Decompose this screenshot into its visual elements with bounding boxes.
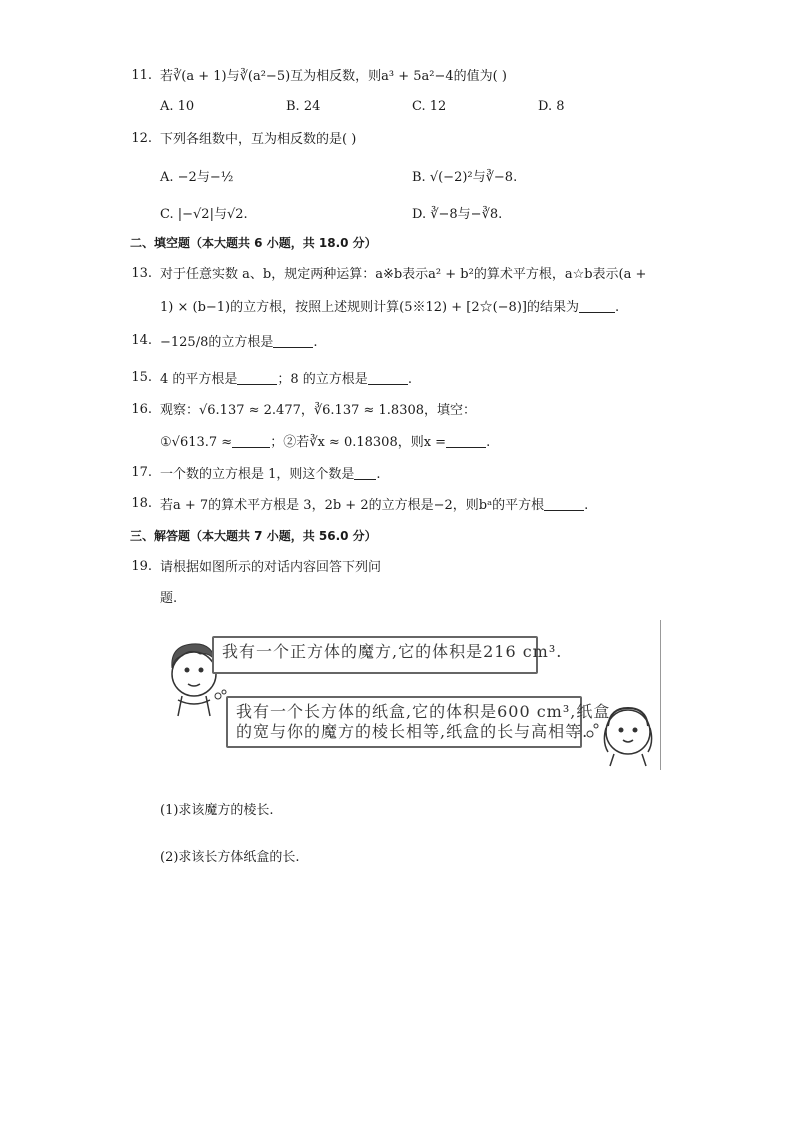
figure-right-border: [660, 620, 661, 770]
answer-blank[interactable]: [237, 370, 277, 385]
period: .: [486, 435, 491, 450]
period: .: [376, 467, 381, 482]
answer-blank[interactable]: [368, 370, 408, 385]
question-text: 若∛(a + 1)与∛(a²−5)互为相反数，则a³ + 5a²−4的值为( ): [160, 69, 507, 84]
option-a: A. 10: [160, 99, 195, 114]
question-line: [160, 370, 412, 389]
sub-question-1: (1)求该魔方的棱长.: [160, 803, 274, 818]
question-number: 12.: [131, 131, 152, 146]
option-a: A. −2与−½: [160, 170, 234, 185]
question-text: −125/8的立方根是: [160, 335, 274, 350]
speech-bubble-girl: [226, 696, 611, 748]
question-number: 13.: [131, 266, 152, 281]
question-number: 14.: [131, 333, 152, 348]
section-heading: 三、解答题（本大题共 7 小题，共 56.0 分）: [130, 529, 377, 543]
question-text: 1) × (b−1)的立方根，按照上述规则计算(5※12) + [2☆(−8)]的结果为: [160, 300, 579, 315]
period: .: [313, 335, 318, 350]
bubble-text: 我有一个正方体的魔方,它的体积是216 cm³.: [222, 642, 563, 661]
option-d: D. ∛−8与−∛8.: [412, 207, 503, 222]
option-b: B. √(−2)²与∛−8.: [412, 170, 518, 185]
option-d: D. 8: [538, 99, 565, 114]
bubble-text: 的宽与你的魔方的棱长相等,纸盒的长与高相等.: [236, 722, 589, 741]
question-line: [160, 433, 490, 452]
bubble-text: 我有一个长方体的纸盒,它的体积是600 cm³,纸盒: [236, 702, 611, 721]
answer-blank[interactable]: [446, 433, 486, 448]
option-c: C. 12: [412, 99, 447, 114]
dialogue-figure: [160, 620, 662, 770]
answer-blank[interactable]: [273, 333, 313, 348]
answer-blank[interactable]: [232, 433, 270, 448]
question-number: 15.: [131, 370, 152, 385]
question-text-cont: 题.: [160, 591, 178, 606]
question-text: 请根据如图所示的对话内容回答下列问: [160, 560, 382, 575]
answer-blank[interactable]: [579, 298, 615, 313]
question-number: 16.: [131, 402, 152, 417]
answer-blank[interactable]: [544, 496, 584, 511]
question-text: 若a + 7的算术平方根是 3，2b + 2的立方根是−2，则bᵃ的平方根: [160, 498, 545, 513]
girl-cartoon: [584, 698, 660, 768]
question-text: 对于任意实数 a、b，规定两种运算：a※b表示a² + b²的算术平方根，a☆b表示(a +: [160, 267, 647, 282]
period: .: [614, 300, 620, 315]
question-text: 一个数的立方根是 1，则这个数是: [160, 467, 355, 482]
question-number: 19.: [131, 559, 152, 574]
question-text: 观察：√6.137 ≈ 2.477，∛6.137 ≈ 1.8308，填空：: [160, 403, 477, 418]
question-text: 4 的平方根是: [160, 372, 238, 387]
sub-question-2: (2)求该长方体纸盒的长.: [160, 850, 300, 865]
question-number: 17.: [131, 465, 152, 480]
question-number: 11.: [131, 68, 152, 83]
option-b: B. 24: [286, 99, 321, 114]
question-text: ①√613.7 ≈: [160, 435, 233, 450]
question-line: [160, 465, 381, 484]
period: .: [584, 498, 589, 513]
question-text-cont: [160, 298, 619, 317]
question-line: [160, 496, 588, 515]
period: .: [407, 372, 412, 387]
question-text: ；②若∛x ≈ 0.18308，则x =: [270, 435, 447, 450]
question-line: [160, 333, 318, 352]
section-heading: 二、填空题（本大题共 6 小题，共 18.0 分）: [130, 236, 377, 250]
question-text: ；8 的立方根是: [277, 372, 368, 387]
speech-bubble-boy: [212, 636, 563, 674]
answer-blank[interactable]: [354, 465, 376, 480]
question-text: 下列各组数中，互为相反数的是( ): [160, 132, 357, 147]
option-c: C. |−√2|与√2.: [160, 207, 248, 222]
question-number: 18.: [131, 496, 152, 511]
